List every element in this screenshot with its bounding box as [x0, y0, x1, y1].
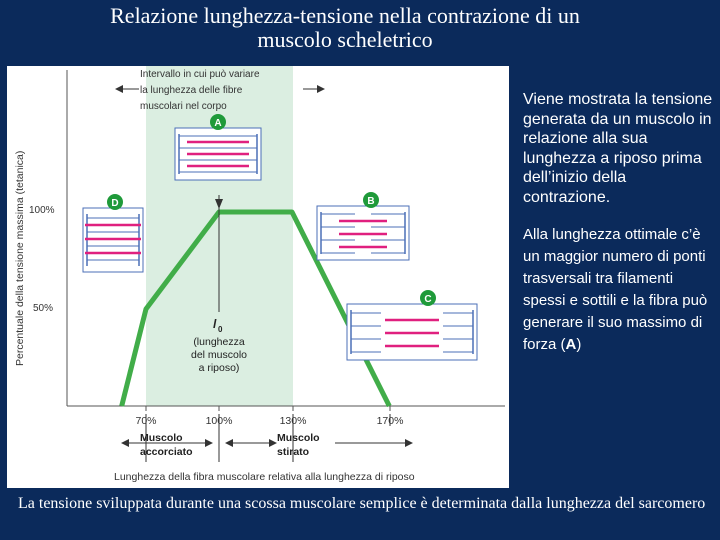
arrow-right-head	[405, 439, 413, 447]
l0-desc-line-2: del muscolo	[190, 349, 248, 361]
stretched-muscle-line-2: stirato	[277, 446, 310, 458]
badge-d-label: D	[111, 198, 119, 209]
sarcomere-diagram-b	[317, 206, 409, 260]
x-tick-100: 100%	[205, 415, 233, 427]
arrow-mid-left-head	[205, 439, 213, 447]
side-text-1: Viene mostrata la tensione generata da un muscolo in relazione alla sua lunghezza a riposo prima dell’inizio della contrazione.	[523, 91, 713, 206]
l0-desc-line-1: (lunghezza	[193, 336, 245, 348]
y-tick-50: 50%	[33, 303, 54, 314]
arrow-left-head	[121, 439, 129, 447]
badge-a-label: A	[214, 118, 222, 129]
l0-label: l	[213, 317, 217, 331]
side-text-2	[523, 224, 713, 356]
range-label-line-2: la lunghezza delle fibre	[140, 85, 243, 96]
l0-subscript: 0	[218, 325, 223, 334]
shortened-muscle-line-2: accorciato	[140, 446, 193, 458]
side-text-2-letter: A	[565, 335, 577, 353]
shortened-muscle-line-1: Muscolo	[140, 432, 183, 444]
range-label-line-3: muscolari nel corpo	[140, 101, 227, 112]
side-description	[523, 90, 713, 372]
sarcomere-diagram-a	[175, 128, 261, 180]
l0-desc-line-3: a riposo)	[198, 362, 240, 374]
side-text-2-end: )	[576, 335, 582, 353]
badge-c-label: C	[424, 294, 432, 305]
stretched-muscle-line-1: Muscolo	[277, 432, 320, 444]
slide-title	[0, 4, 690, 52]
bottom-caption: La tensione sviluppata durante una scossa muscolare semplice è determinata dalla lunghezza del sarcomero	[18, 495, 706, 512]
title-line-1: Relazione lunghezza-tensione nella contrazione di un	[110, 3, 580, 28]
arrow-mid-right-head	[225, 439, 233, 447]
sarcomere-diagram-c	[347, 304, 477, 360]
side-text-2-main: Alla lunghezza ottimale c’è un maggior numero di ponti trasversali tra filamenti spessi e sottili e la fibra può generare il suo massimo di forza (	[523, 225, 708, 353]
x-tick-130: 130%	[279, 415, 307, 427]
range-label-line-1: Intervallo in cui può variare	[140, 69, 260, 80]
length-tension-chart	[7, 66, 509, 488]
y-axis-label: Percentuale della tensione massima (tetanica)	[14, 150, 26, 366]
x-tick-70: 70%	[135, 415, 157, 427]
length-tension-figure	[7, 66, 509, 488]
y-tick-100: 100%	[29, 205, 55, 216]
x-tick-170: 170%	[376, 415, 404, 427]
arrow-stretch-head	[269, 439, 277, 447]
title-line-2: muscolo scheletrico	[257, 27, 433, 52]
x-axis-label: Lunghezza della fibra muscolare relativa alla lunghezza di riposo	[114, 471, 415, 483]
badge-b-label: B	[367, 196, 375, 207]
sarcomere-diagram-d	[83, 208, 143, 272]
